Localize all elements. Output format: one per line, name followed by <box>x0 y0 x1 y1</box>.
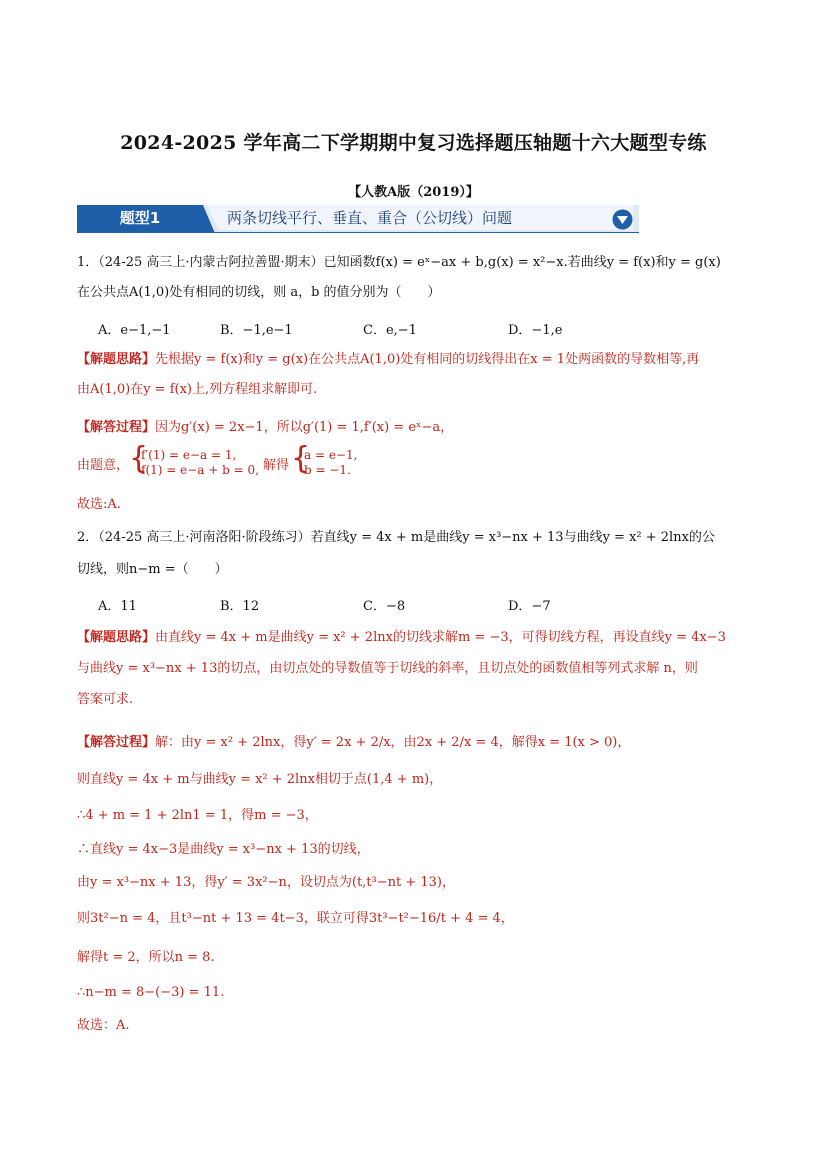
q1-sys-mid: 解得 <box>263 458 290 473</box>
q1-option-a[interactable]: A．e−1,−1 <box>98 323 171 338</box>
q1-sys-left1: f′(1) = e−a = 1, <box>141 448 237 462</box>
section-tag: 题型1 <box>119 209 161 227</box>
q1-idea-text1: 先根据y = f(x)和y = g(x)在公共点A(1,0)处有相同的切线得出在x = 1处两函数的导数相等,再 <box>155 352 700 367</box>
q1-sys-left2: f(1) = e−a + b = 0, <box>141 463 259 477</box>
q1-proc-label: 【解答过程】 <box>77 420 156 435</box>
q1-idea-label: 【解题思路】 <box>77 352 156 367</box>
q1-left-brace: { <box>129 441 149 476</box>
q1-right-brace: { <box>291 441 311 476</box>
q1-option-c[interactable]: C．e,−1 <box>363 323 417 338</box>
q1-option-d[interactable]: D．−1,e <box>508 323 563 338</box>
q2-answer: 故选：A. <box>77 1018 130 1033</box>
q2-proc-line8: ∴n−m = 8−(−3) = 11. <box>77 985 225 1000</box>
document-title: 2024-2025 学年高二下学期期中复习选择题压轴题十六大题型专练 <box>120 132 707 154</box>
q2-idea-label: 【解题思路】 <box>77 630 156 645</box>
edition-label: 【人教A版（2019）】 <box>348 185 479 200</box>
q1-sys-right2: b = −1. <box>304 463 351 477</box>
q1-idea-line2: 由A(1,0)在y = f(x)上,列方程组求解即可. <box>77 382 318 397</box>
q2-option-a[interactable]: A．11 <box>98 599 137 614</box>
q2-idea-line3: 答案可求. <box>77 692 134 707</box>
q2-proc-line3: ∴4 + m = 1 + 2ln1 = 1，得m = −3， <box>77 808 318 823</box>
q1-option-b[interactable]: B．−1,e−1 <box>220 323 293 338</box>
q2-idea-text1: 由直线y = 4x + m是曲线y = x² + 2lnx的切线求解m = −3，可得切线方程，再设直线y = 4x−3 <box>155 630 726 645</box>
q2-proc-line4: ∴直线y = 4x−3是曲线y = x³−nx + 13的切线， <box>77 842 370 857</box>
q2-proc-label: 【解答过程】 <box>77 735 156 750</box>
q1-equation-system <box>77 441 477 482</box>
q1-answer: 故选:A. <box>77 497 121 512</box>
q2-option-d[interactable]: D．−7 <box>508 599 551 614</box>
section-topic: 两条切线平行、垂直、重合（公切线）问题 <box>227 209 513 227</box>
q2-stem-line1: 2．（24-25 高三上·河南洛阳·阶段练习）若直线y = 4x + m是曲线y = x³−nx + 13与曲线y = x² + 2lnx的公 <box>77 530 715 545</box>
q1-idea-line1 <box>77 350 757 370</box>
q2-idea-line1 <box>77 628 757 648</box>
q2-proc-text1: 解：由y = x² + 2lnx，得y′ = 2x + 2/x，由2x + 2/x = 4，解得x = 1(x > 0)， <box>155 735 631 750</box>
q2-proc-line2: 则直线y = 4x + m与曲线y = x² + 2lnx相切于点(1,4 + m)， <box>77 772 443 787</box>
q1-proc-line1 <box>77 418 757 438</box>
q1-proc-text1: 因为g′(x) = 2x−1，所以g′(1) = 1,f′(x) = eˣ−a， <box>155 420 454 435</box>
q1-stem-line1: 1．（24-25 高三上·内蒙古阿拉善盟·期末）已知函数f(x) = eˣ−ax + b,g(x) = x²−x.若曲线y = f(x)和y = g(x) <box>77 255 721 270</box>
section-banner <box>77 205 639 233</box>
q2-proc-line7: 解得t = 2，所以n = 8. <box>77 950 215 965</box>
chevron-down-icon[interactable] <box>612 209 633 230</box>
q2-proc-line5: 由y = x³−nx + 13，得y′ = 3x²−n，设切点为(t,t³−nt + 13)， <box>77 875 455 890</box>
q1-sys-right1: a = e−1, <box>304 448 358 462</box>
q2-option-b[interactable]: B．12 <box>220 599 260 614</box>
q2-proc-line1 <box>77 733 757 753</box>
q2-proc-line6: 则3t²−n = 4，且t³−nt + 13 = 4t−3，联立可得3t³−t²−16/t + 4 = 4， <box>77 911 514 926</box>
q2-idea-line2: 与曲线y = x³−nx + 13的切点，由切点处的导数值等于切线的斜率，且切点处的函数值相等列式求解 n，则 <box>77 661 698 676</box>
q2-option-c[interactable]: C．−8 <box>363 599 406 614</box>
q1-proc2-prefix: 由题意， <box>77 458 130 473</box>
q1-stem-line2: 在公共点A(1,0)处有相同的切线，则 a，b 的值分别为（ ） <box>77 285 441 300</box>
q2-stem-line2: 切线，则n−m =（ ） <box>77 562 228 577</box>
